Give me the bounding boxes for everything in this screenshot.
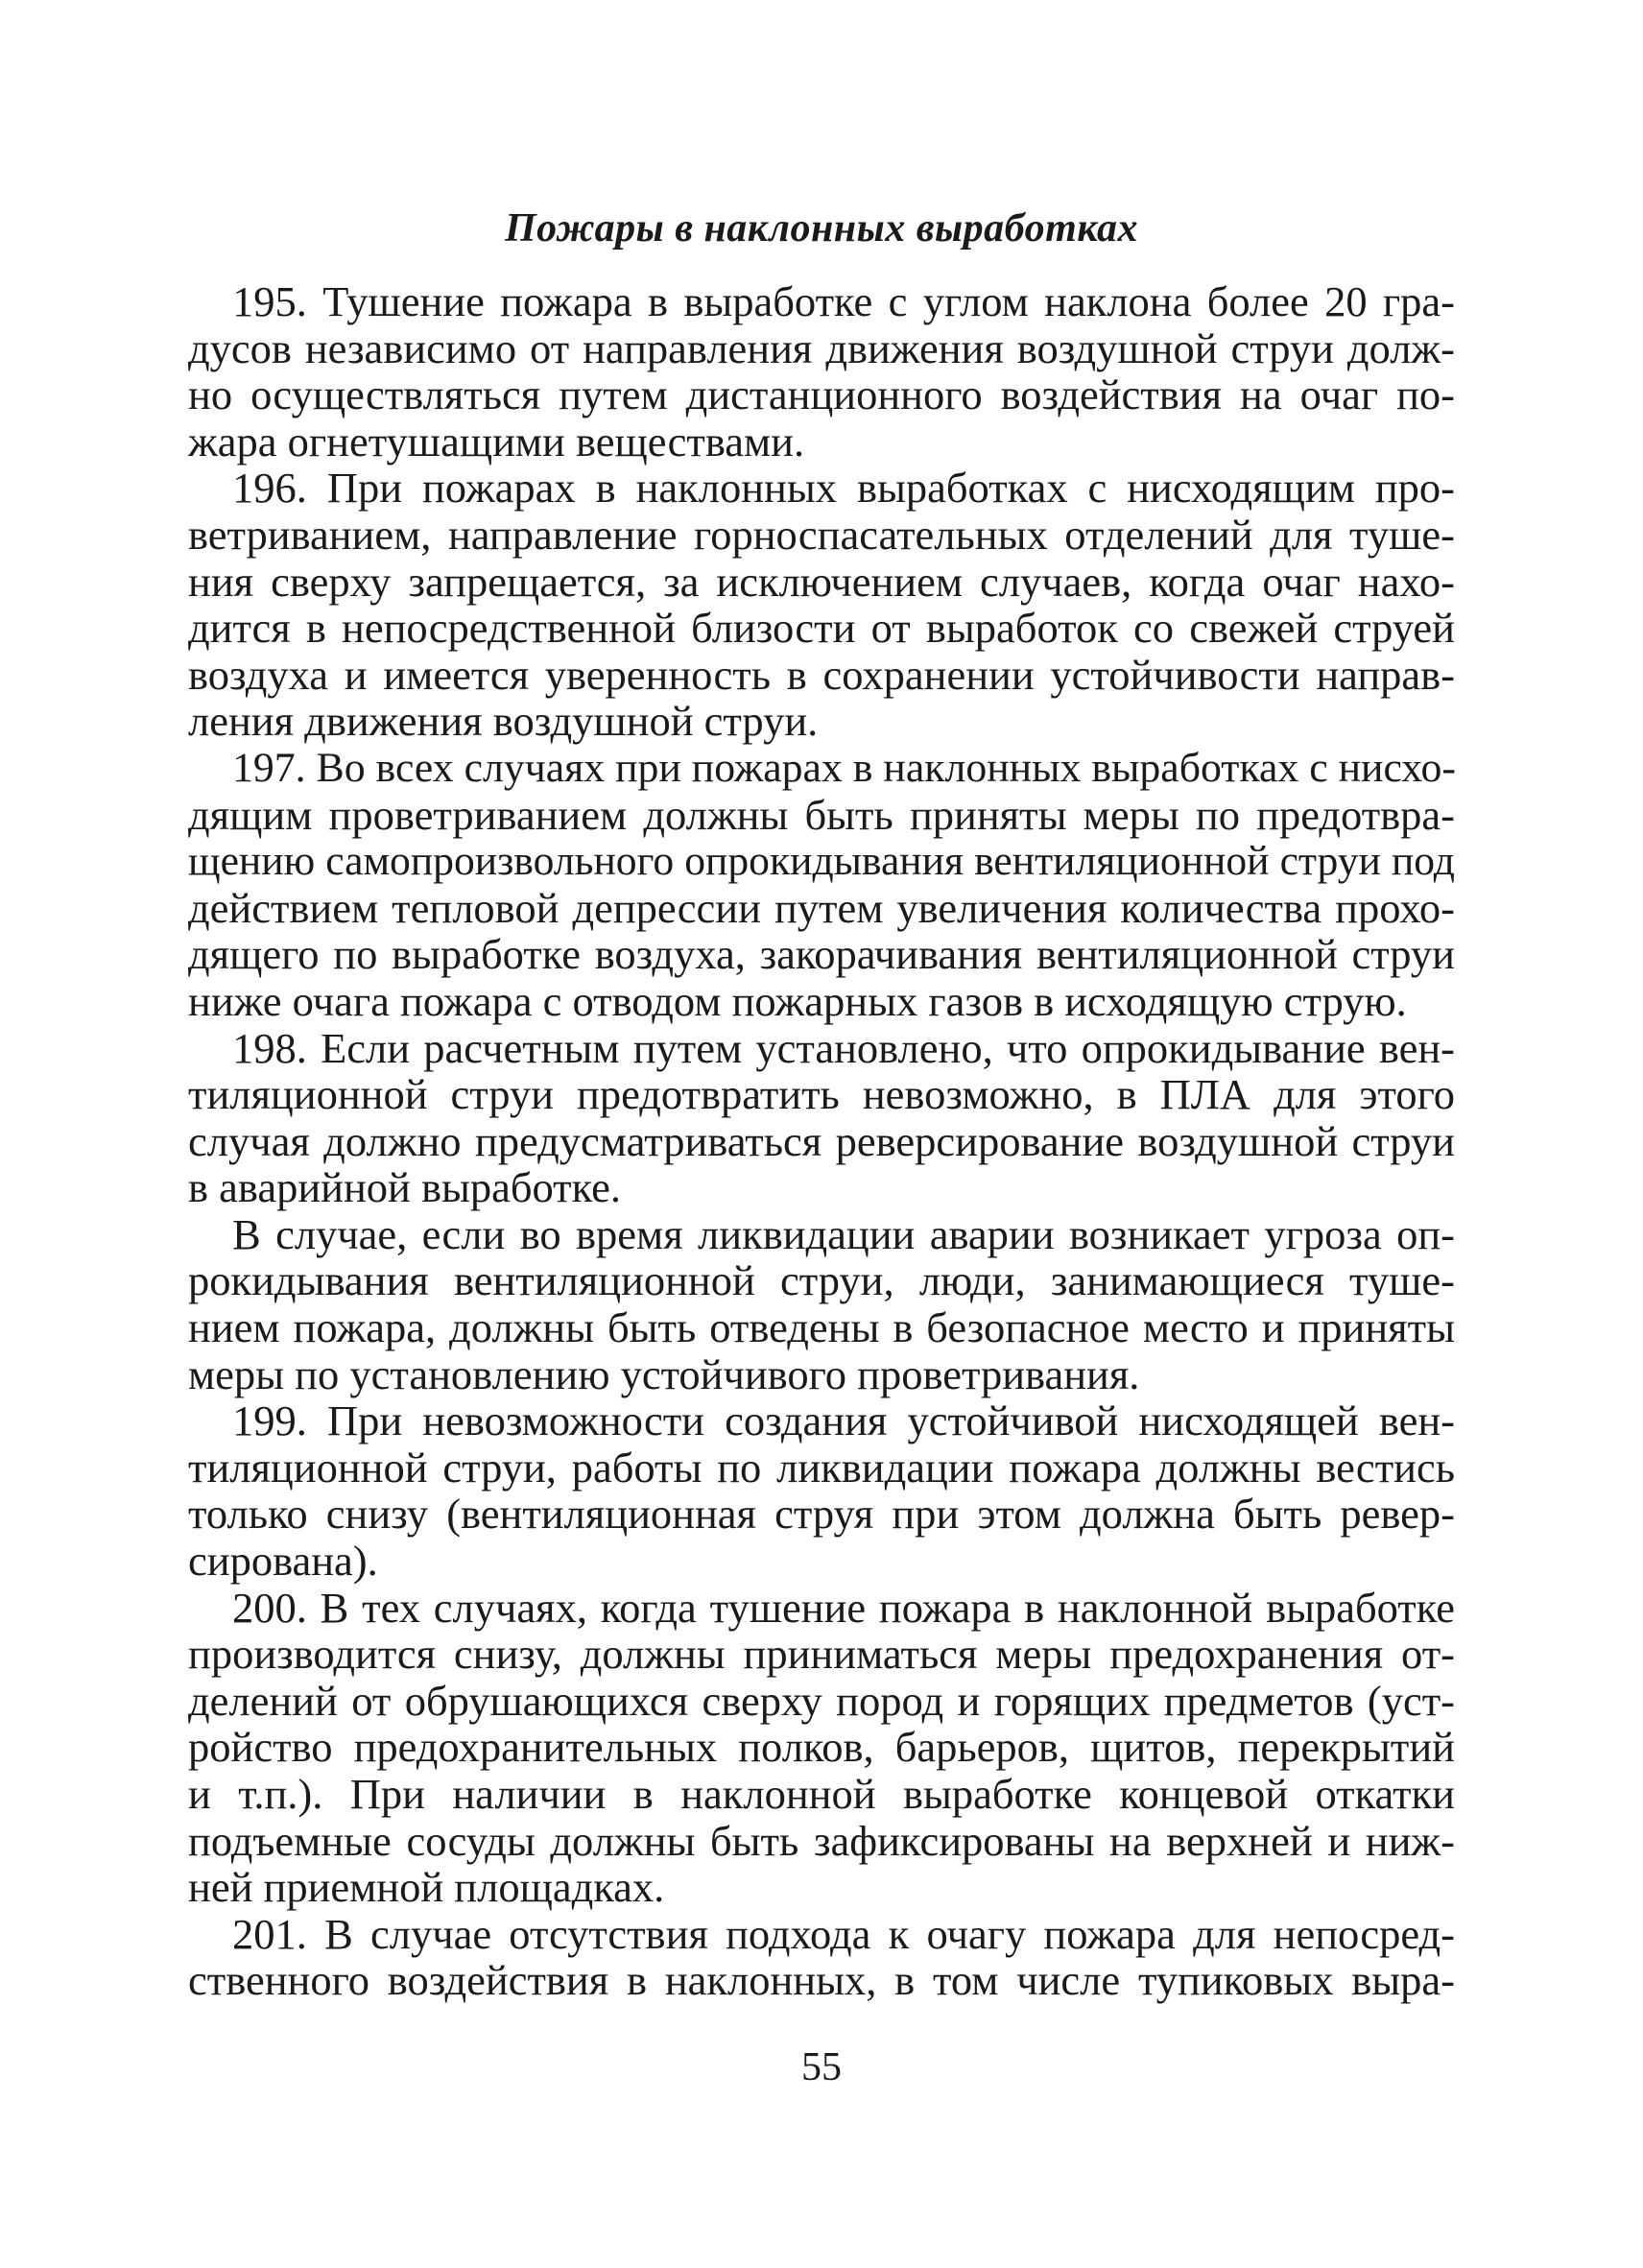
text-line: ниже очага пожара с отводом пожарных газов в исходящую струю. [188, 976, 1407, 1025]
paragraph [188, 465, 1455, 745]
text-line: 196. При пожарах в наклонных выработках с нисходящим про- [232, 464, 1455, 513]
text-line: ления движения воздушной струи. [188, 697, 819, 746]
paragraph [188, 1911, 1455, 2004]
paragraph [188, 745, 1455, 1025]
page-number: 55 [801, 2045, 842, 2089]
paragraph [188, 278, 1455, 465]
text-line: случая должно предусматриваться реверсирование воздушной струи [188, 1116, 1455, 1165]
text-line: 195. Тушение пожара в выработке с углом наклона более 20 гра- [232, 277, 1455, 325]
section-heading: Пожары в наклонных выработках [505, 206, 1138, 251]
text-line: и т.п.). При наличии в наклонной выработке концевой откатки [188, 1770, 1455, 1818]
text-line: 197. Во всех случаях при пожарах в наклонных выработках с нисхо- [232, 744, 1456, 791]
text-line: дится в непосредственной близости от выработок со свежей струей [188, 604, 1455, 653]
text-line: воздуха и имеется уверенность в сохранении устойчивости направ- [188, 650, 1455, 699]
text-line: 201. В случае отсутствия подхода к очагу пожара для непосред- [232, 1909, 1455, 1958]
text-line: меры по установлению устойчивого проветривания. [188, 1349, 1140, 1398]
text-line: дящим проветриванием должны быть приняты меры по предотвра- [188, 790, 1455, 839]
paragraph [188, 1025, 1455, 1211]
text-line: ней приемной площадках. [188, 1863, 665, 1912]
text-line: только снизу (вентиляционная струя при этом должна быть ревер- [188, 1490, 1455, 1539]
text-line: ственного воздействия в наклонных, в том числе тупиковых выра- [188, 1956, 1455, 2005]
text-line: тиляционной струи предотвратить невозможно, в ПЛА для этого [188, 1070, 1455, 1119]
text-line: но осуществляться путем дистанционного воздействия на очаг по- [188, 370, 1455, 419]
text-line: в аварийной выработке. [188, 1163, 621, 1212]
text-line: 199. При невозможности создания устойчивой нисходящей вен- [232, 1397, 1455, 1445]
text-line: жара огнетушащими веществами. [188, 417, 805, 466]
text-line: 200. В тех случаях, когда тушение пожара в наклонной выработке [232, 1583, 1455, 1632]
body-text [188, 278, 1455, 2004]
text-line: рокидывания вентиляционной струи, люди, занимающиеся туше- [188, 1256, 1455, 1305]
text-line: В случае, если во время ликвидации аварии возникает угроза оп- [232, 1209, 1455, 1258]
paragraph [188, 1585, 1455, 1911]
paragraph [188, 1397, 1455, 1584]
text-line: 198. Если расчетным путем установлено, что опрокидывание вен- [232, 1023, 1455, 1072]
text-line: ния сверху запрещается, за исключением случаев, когда очаг нахо- [188, 557, 1455, 606]
text-line: производится снизу, должны приниматься меры предохранения от- [188, 1630, 1455, 1679]
text-line: нием пожара, должны быть отведены в безопасное место и приняты [188, 1303, 1455, 1352]
text-line: делений от обрушающихся сверху пород и горящих предметов (уст- [188, 1676, 1455, 1725]
text-line: подъемные сосуды должны быть зафиксированы на верхней и ниж- [188, 1816, 1455, 1865]
text-line: ветриванием, направление горноспасательных отделений для туше- [188, 510, 1455, 559]
text-line: ройство предохранительных полков, барьеров, щитов, перекрытий [188, 1723, 1455, 1772]
text-line: щению самопроизвольного опрокидывания вентиляционной струи под [188, 838, 1455, 885]
text-line: тиляционной струи, работы по ликвидации пожара должны вестись [188, 1443, 1455, 1492]
text-line: дящего по выработке воздуха, закорачивания вентиляционной струи [188, 930, 1455, 979]
text-line: действием тепловой депрессии путем увеличения количества прохо- [188, 883, 1455, 932]
text-line: дусов независимо от направления движения воздушной струи долж- [188, 323, 1455, 372]
text-line: сирована). [188, 1537, 378, 1586]
paragraph [188, 1211, 1455, 1397]
